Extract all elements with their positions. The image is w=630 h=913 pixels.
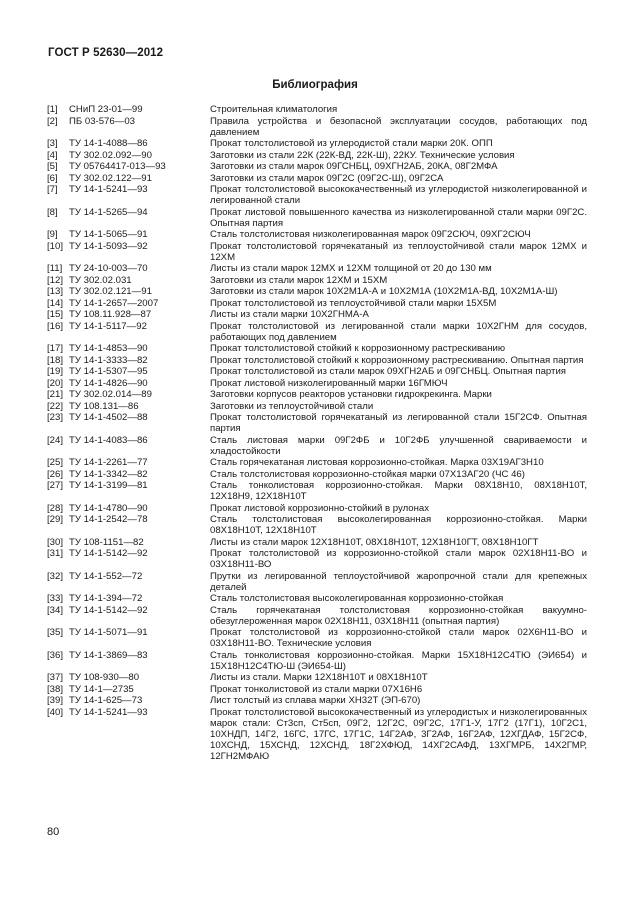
reference-number: [34]	[47, 604, 64, 616]
reference-description: Листы из стали марки 10Х2ГНМА-А	[210, 309, 369, 320]
reference-code: ТУ 14-1-5265—94	[69, 206, 148, 218]
reference-item	[47, 650, 587, 672]
reference-item	[47, 150, 587, 161]
reference-code: ТУ 14-1-5117—92	[69, 320, 147, 332]
reference-description: Заготовки из стали марок 10Х2М1А-А и 10Х2М1А (10Х2М1А-ВД, 10Х2М1А-Ш)	[210, 286, 558, 297]
reference-item	[47, 378, 587, 389]
reference-number: [5]	[47, 161, 58, 172]
reference-description: Прокат листовой низколегированный марки 16ГМЮЧ	[210, 377, 448, 389]
bibliography-title: Библиография	[272, 79, 358, 91]
reference-number: [23]	[47, 412, 64, 423]
reference-number: [13]	[47, 286, 64, 297]
reference-item	[47, 548, 587, 570]
reference-code: ТУ 14-1-5241—93	[69, 706, 148, 718]
reference-number: [14]	[47, 297, 64, 309]
reference-number: [7]	[47, 184, 58, 195]
reference-item	[47, 263, 587, 274]
reference-code: ТУ 14-1-3333—82	[69, 354, 148, 366]
reference-description: Сталь горячекатаная листовая коррозионно-стойкая. Марка 03Х19АГ3Н10	[210, 457, 544, 468]
reference-item	[47, 104, 587, 115]
reference-item	[47, 389, 587, 400]
reference-item	[47, 173, 587, 184]
reference-code: ТУ 14-1-5071—91	[69, 627, 148, 638]
reference-code: ТУ 14-1-5065—91	[69, 229, 148, 240]
reference-number: [37]	[47, 672, 64, 683]
reference-code: ТУ 14-1-4083—86	[69, 434, 148, 446]
reference-item	[47, 593, 587, 604]
reference-description: Сталь толстолистовая высоколегированная коррозионно-стойкая	[210, 593, 504, 604]
reference-description: Листы из стали марок 12МХ и 12ХМ толщиной от 20 до 130 мм	[210, 263, 492, 274]
reference-description: Заготовки из стали марок 12ХМ и 15ХМ	[210, 274, 388, 286]
reference-description: Правила устройства и безопасной эксплуатации сосудов, работающих под давлением	[210, 115, 587, 138]
reference-description: Заготовки из стали марок 09ГСНБЦ, 09ХГН2АБ, 20КА, 08Г2МФА	[210, 161, 498, 172]
reference-description: Прокат толстолистовой горячекатаный из теплоустойчивой стали марок 12МХ и 12ХМ	[210, 240, 587, 263]
reference-description: Заготовки из теплоустойчивой стали	[210, 400, 374, 412]
reference-number: [29]	[47, 514, 64, 525]
reference-number: [19]	[47, 366, 64, 377]
reference-description: Прокат толстолистовой горячекатаный из легированной стали 15Г2СФ. Опытная партия	[210, 412, 587, 434]
reference-description: Сталь толстолистовая коррозионно-стойкая марки 07Х13АГ20 (ЧС 46)	[210, 468, 525, 480]
reference-code: ТУ 24-10-003—70	[69, 263, 148, 274]
reference-description: Прутки из легированной теплоустойчивой жаропрочной стали для крепежных деталей	[210, 570, 587, 593]
reference-item	[47, 672, 587, 683]
reference-item	[47, 241, 587, 263]
reference-code: ТУ 302.02.122—91	[69, 172, 152, 184]
reference-number: [2]	[47, 115, 58, 127]
reference-number: [39]	[47, 695, 64, 706]
reference-item	[47, 707, 587, 762]
reference-item	[47, 695, 587, 706]
reference-number: [16]	[47, 320, 64, 332]
reference-item	[47, 321, 587, 343]
reference-description: Прокат толстолистовой из коррозионно-стойкой стали марок 02Х18Н11-ВО и 03Х18Н11-ВО	[210, 548, 587, 570]
reference-description: Прокат толстолистовой из легированной стали марки 10Х2ГНМ для сосудов, работающих под давлением	[210, 320, 587, 343]
reference-description: Сталь тонколистовая коррозионно-стойкая. Марки 15Х18Н12С4ТЮ (ЭИ654) и 15Х18Н12С4ТЮ-Ш (ЭИ654-Ш)	[210, 649, 587, 672]
reference-code: ТУ 14-1-4088—86	[69, 138, 148, 149]
reference-description: Прокат толстолистовой высококачественный из углеродистых и низколегированных марок стали: Ст3сп, Ст5сп, 09Г2, 12Г2С, 09Г2С, 17Г1-У, 17Г2 (17Г1), 10Г2С1, 10ХНДП, 14Г2, 16ГС, 17ГС, 17Г1С, 14Г2АФ, 3Г2АФ, 16Г2АФ, 12ХГДАФ, 15Г2СФ, 10ХСНД, 15ХСНД, 12ХСНД, 18Г2ХФЮД, 14ХГ2САФД, 13ХГМРБ, 14Х2ГМР, 12ГН2МФАЮ	[210, 706, 587, 762]
reference-number: [31]	[47, 548, 64, 559]
reference-item	[47, 116, 587, 138]
reference-description: Строительная климатология	[210, 104, 338, 115]
reference-code: ТУ 108-930—80	[69, 672, 140, 683]
reference-item	[47, 138, 587, 149]
reference-number: [17]	[47, 343, 64, 354]
reference-code: ТУ 14-1—2735	[69, 683, 134, 695]
reference-description: Сталь толстолистовая высоколегированная коррозионно-стойкая. Марки 08Х18Н10Т, 12Х18Н10Т	[210, 514, 587, 536]
reference-code: ТУ 14-1-3869—83	[69, 649, 148, 661]
reference-code: ТУ 14-1-5142—92	[69, 548, 148, 559]
reference-number: [20]	[47, 377, 64, 389]
reference-number: [1]	[47, 104, 58, 115]
reference-description: Сталь листовая марки 09Г2ФБ и 10Г2ФБ улучшенной свариваемости и хладостойкости	[210, 434, 587, 457]
reference-description: Прокат толстолистовой из теплоустойчивой стали марки 15Х5М	[210, 297, 497, 309]
reference-description: Прокат листовой повышенного качества из низколегированной стали марки 09Г2С. Опытная партия	[210, 206, 587, 229]
reference-item	[47, 401, 587, 412]
reference-item	[47, 435, 587, 457]
reference-item	[47, 469, 587, 480]
reference-number: [25]	[47, 457, 64, 468]
reference-item	[47, 298, 587, 309]
reference-item	[47, 343, 587, 354]
reference-code: ТУ 14-1-394—72	[69, 593, 143, 604]
reference-number: [24]	[47, 434, 64, 446]
reference-item	[47, 366, 587, 377]
reference-code: ТУ 14-1-4502—88	[69, 412, 148, 423]
reference-item	[47, 627, 587, 649]
reference-number: [3]	[47, 138, 58, 149]
reference-item	[47, 514, 587, 536]
reference-code: ТУ 14-1-5142—92	[69, 604, 148, 616]
reference-description: Прокат толстолистовой из коррозионно-стойкой стали марок 02Х6Н11-ВО и 03Х18Н11-ВО. Технические условия	[210, 627, 587, 649]
reference-description: Листы из стали марок 12Х18Н10Т, 08Х18Н10Т, 12Х18Н10ГТ, 08Х18Н10ГТ	[210, 536, 539, 548]
reference-number: [22]	[47, 400, 64, 412]
reference-description: Заготовки из стали марок 09Г2С (09Г2С-Ш), 09Г2СА	[210, 172, 444, 184]
reference-item	[47, 605, 587, 627]
reference-number: [38]	[47, 683, 64, 695]
reference-item	[47, 503, 587, 514]
reference-code: ТУ 14-1-552—72	[69, 570, 143, 582]
reference-description: Прокат листовой коррозионно-стойкий в рулонах	[210, 502, 430, 514]
reference-number: [15]	[47, 309, 64, 320]
reference-item	[47, 309, 587, 320]
reference-code: ПБ 03-576—03	[69, 115, 135, 127]
reference-number: [35]	[47, 627, 64, 638]
reference-code: ТУ 108.11.928—87	[69, 309, 152, 320]
reference-number: [40]	[47, 706, 64, 718]
reference-number: [11]	[47, 263, 63, 274]
reference-item	[47, 684, 587, 695]
reference-code: ТУ 05764417-013—93	[69, 161, 166, 172]
reference-description: Прокат тонколистовой из стали марки 07Х16Н6	[210, 683, 423, 695]
reference-number: [36]	[47, 649, 64, 661]
reference-number: [18]	[47, 354, 64, 366]
reference-description: Прокат толстолистовой стойкий к коррозионному растрескиванию	[210, 343, 506, 354]
reference-item	[47, 184, 587, 206]
reference-item	[47, 412, 587, 434]
reference-number: [21]	[47, 389, 64, 400]
reference-code: ТУ 14-1-4780—90	[69, 502, 148, 514]
reference-item	[47, 286, 587, 297]
reference-description: Прокат толстолистовой стойкий к коррозионному растрескиванию. Опытная партия	[210, 354, 584, 366]
reference-description: Прокат толстолистовой высококачественный из углеродистой низколегированной и легированной стали	[210, 184, 587, 206]
reference-description: Заготовки из стали 22К (22К-ВД, 22К-Ш), 22КУ. Технические условия	[210, 149, 515, 161]
reference-code: ТУ 302.02.092—90	[69, 149, 152, 161]
reference-number: [28]	[47, 502, 64, 514]
reference-number: [30]	[47, 536, 64, 548]
reference-description: Прокат толстолистовой из углеродистой стали марки 20К. ОПП	[210, 138, 493, 149]
reference-item	[47, 355, 587, 366]
reference-item	[47, 571, 587, 593]
reference-code: ТУ 302.02.031	[69, 274, 132, 286]
reference-item	[47, 537, 587, 548]
reference-code: ТУ 14-1-5093—92	[69, 240, 148, 252]
reference-description: Лист толстый из сплава марки ХН32Т (ЭП-670)	[210, 695, 421, 706]
reference-code: ТУ 14-1-2657—2007	[69, 297, 159, 309]
reference-code: ТУ 14-1-4826—90	[69, 377, 148, 389]
reference-code: ТУ 14-1-3342—82	[69, 468, 148, 480]
reference-description: Сталь горячекатаная толстолистовая коррозионно-стойкая вакуумно-обезуглероженная марок 02Х18Н11, 03Х18Н11 (опытная партия)	[210, 604, 587, 627]
reference-number: [26]	[47, 468, 64, 480]
reference-code: ТУ 14-1-3199—81	[69, 480, 148, 491]
reference-description: Заготовки корпусов реакторов установки гидрокрекинга. Марки	[210, 389, 492, 400]
reference-code: ТУ 14-1-5241—93	[69, 184, 148, 195]
reference-number: [8]	[47, 206, 58, 218]
reference-description: Листы из стали. Марки 12Х18Н10Т и 08Х18Н10Т	[210, 672, 428, 683]
standard-header: ГОСТ Р 52630—2012	[48, 47, 164, 59]
reference-item	[47, 275, 587, 286]
reference-item	[47, 480, 587, 502]
reference-number: [27]	[47, 480, 64, 491]
reference-code: ТУ 14-1-2261—77	[69, 457, 148, 468]
reference-number: [12]	[47, 274, 64, 286]
reference-item	[47, 161, 587, 172]
page-number: 80	[47, 826, 60, 838]
reference-code: СНиП 23-01—99	[69, 104, 143, 115]
reference-number: [32]	[47, 570, 64, 582]
reference-code: ТУ 14-1-5307—95	[69, 366, 148, 377]
reference-number: [9]	[47, 229, 58, 240]
reference-code: ТУ 14-1-625—73	[69, 695, 143, 706]
reference-code: ТУ 108-1151—82	[69, 536, 144, 548]
reference-code: ТУ 302.02.121—91	[69, 286, 152, 297]
reference-number: [10]	[47, 240, 64, 252]
reference-number: [33]	[47, 593, 64, 604]
reference-description: Прокат толстолистовой из стали марок 09ХГН2АБ и 09ГСНБЦ. Опытная партия	[210, 366, 567, 377]
reference-number: [4]	[47, 149, 58, 161]
reference-description: Сталь толстолистовая низколегированная марок 09Г2СЮЧ, 09ХГ2СЮЧ	[210, 229, 531, 240]
reference-item	[47, 207, 587, 229]
reference-number: [6]	[47, 172, 58, 184]
reference-item	[47, 229, 587, 240]
reference-code: ТУ 14-1-4853—90	[69, 343, 148, 354]
reference-description: Сталь тонколистовая коррозионно-стойкая. Марки 08Х18Н10, 08Х18Н10Т, 12Х18Н9, 12Х18Н10Т	[210, 480, 587, 502]
reference-code: ТУ 302.02.014—89	[69, 389, 152, 400]
reference-code: ТУ 108.131—86	[69, 400, 139, 412]
reference-code: ТУ 14-1-2542—78	[69, 514, 148, 525]
reference-list	[47, 104, 587, 762]
reference-item	[47, 457, 587, 468]
